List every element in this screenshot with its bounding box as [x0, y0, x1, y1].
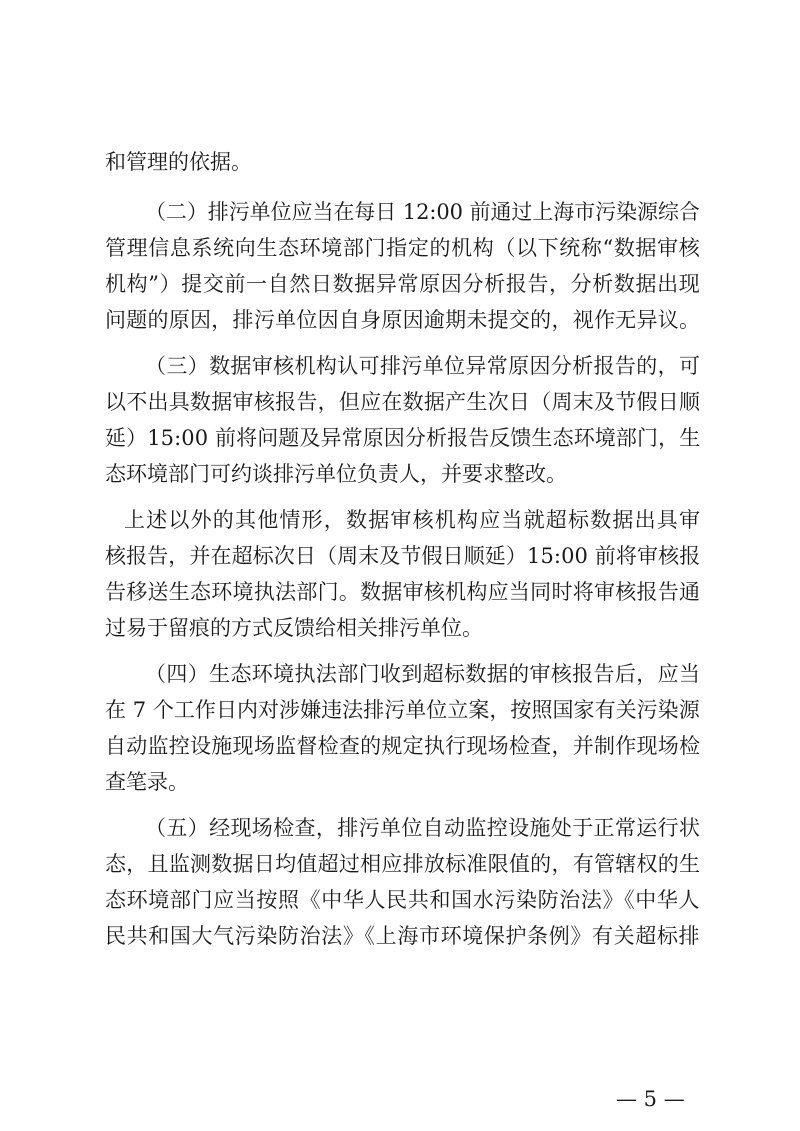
text-line: （二）排污单位应当在每日 12:00 前通过上海市污染源综合	[145, 200, 700, 224]
text-line: 态环境部门应当按照《中华人民共和国水污染防治法》《中华人	[105, 888, 701, 912]
text-line: （五）经现场检查，排污单位自动监控设施处于正常运行状	[145, 816, 701, 840]
text-line: 和管理的依据。	[105, 150, 252, 174]
text-line: 延）15:00 前将问题及异常原因分析报告反馈生态环境部门，生	[105, 426, 701, 450]
text-line: 自动监控设施现场监督检查的规定执行现场检查，并制作现场检	[105, 734, 701, 758]
text-line: 机构”）提交前一自然日数据异常原因分析报告，分析数据出现	[105, 272, 701, 296]
page-number: — 5 —	[616, 1087, 685, 1111]
text-line: （三）数据审核机构认可排污单位异常原因分析报告的，可	[145, 354, 701, 378]
text-line: 态环境部门可约谈排污单位负责人，并要求整改。	[105, 462, 567, 486]
text-line: 态，且监测数据日均值超过相应排放标准限值的，有管辖权的生	[105, 852, 701, 876]
text-line: 查笔录。	[105, 770, 189, 794]
text-line: 以不出具数据审核报告，但应在数据产生次日（周末及节假日顺	[105, 390, 701, 414]
text-line: 在 7 个工作日内对涉嫌违法排污单位立案，按照国家有关污染源	[105, 698, 700, 722]
text-line: 核报告，并在超标次日（周末及节假日顺延）15:00 前将审核报	[105, 544, 701, 568]
text-line: （四）生态环境执法部门收到超标数据的审核报告后，应当	[145, 662, 701, 686]
text-line: 过易于留痕的方式反馈给相关排污单位。	[105, 616, 483, 640]
text-line: 上述以外的其他情形，数据审核机构应当就超标数据出具审	[124, 508, 702, 532]
text-line: 告移送生态环境执法部门。数据审核机构应当同时将审核报告通	[105, 580, 701, 604]
text-line: 民共和国大气污染防治法》《上海市环境保护条例》有关超标排	[105, 924, 701, 948]
text-line: 问题的原因，排污单位因自身原因逾期未提交的，视作无异议。	[105, 308, 701, 332]
text-line: 管理信息系统向生态环境部门指定的机构（以下统称“数据审核	[105, 236, 701, 260]
